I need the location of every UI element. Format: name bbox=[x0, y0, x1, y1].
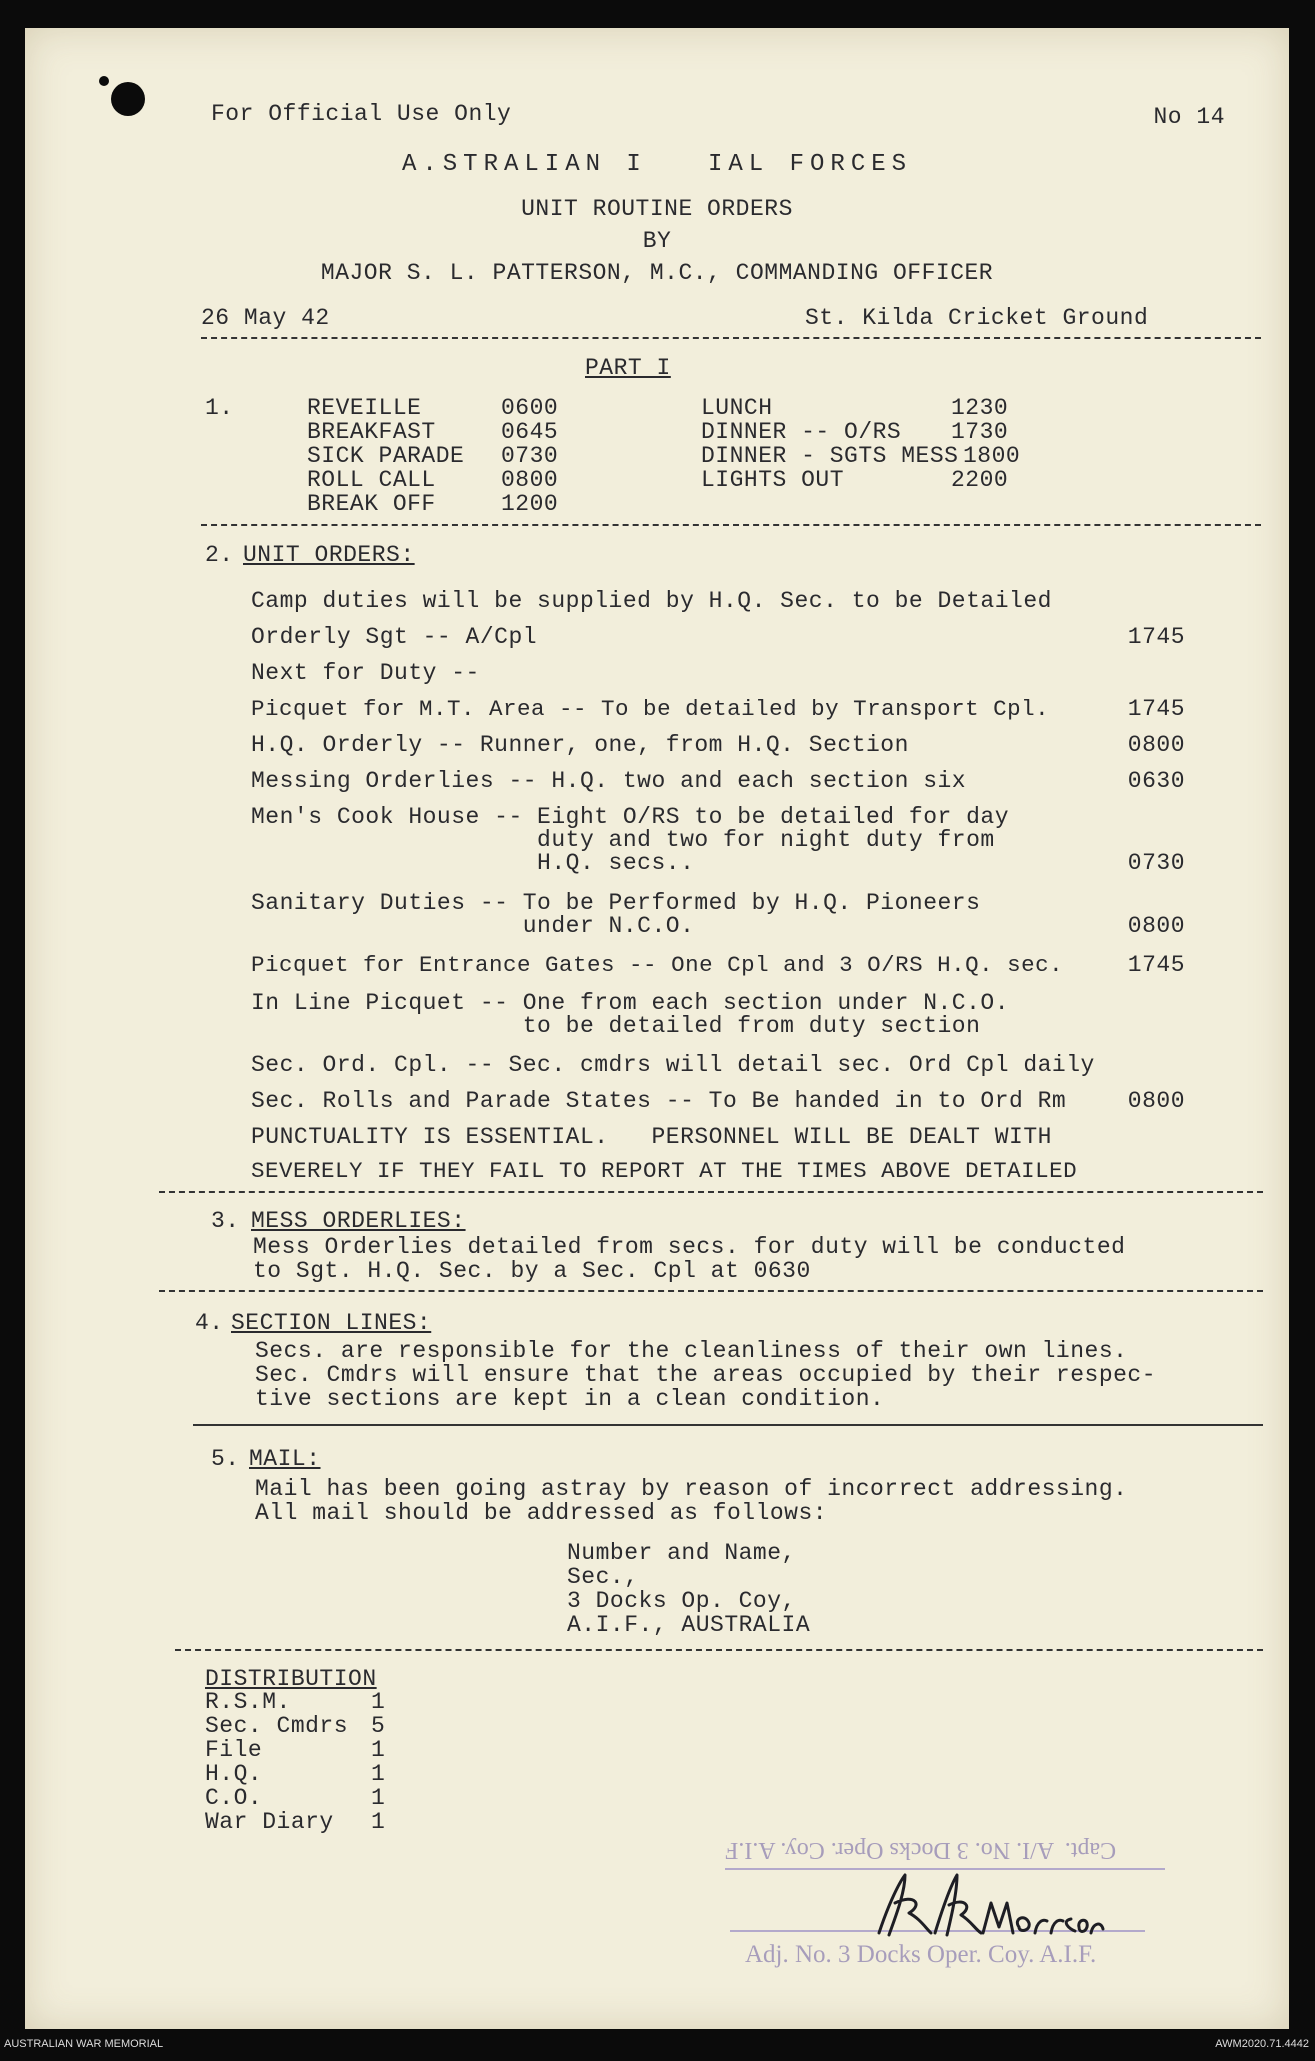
body-line: tive sections are kept in a clean condition. bbox=[255, 1386, 885, 1412]
distribution-recipient: Sec. Cmdrs bbox=[205, 1713, 349, 1739]
ink-blot bbox=[99, 76, 109, 86]
routine-label: SICK PARADE bbox=[307, 443, 465, 469]
routine-time: 1230 bbox=[951, 395, 1009, 421]
order-time: 0800 bbox=[1127, 732, 1185, 758]
order-line: In Line Picquet -- One from each section under N.C.O. bbox=[251, 990, 1010, 1016]
routine-time: 2200 bbox=[951, 467, 1009, 493]
section-number: 2. bbox=[205, 542, 234, 568]
order-line: Sec. Ord. Cpl. -- Sec. cmdrs will detail sec. Ord Cpl daily bbox=[251, 1052, 1095, 1078]
order-line: H.Q. Orderly -- Runner, one, from H.Q. Section bbox=[251, 732, 909, 758]
footer-archive-label: AUSTRALIAN WAR MEMORIAL bbox=[4, 2038, 164, 2050]
distribution-count: 1 bbox=[371, 1809, 386, 1835]
office-stamp: Adj. No. 3 Docks Oper. Coy. A.I.F. bbox=[745, 1941, 1097, 1968]
document-page bbox=[25, 28, 1289, 2029]
divider bbox=[175, 1649, 1263, 1651]
body-line: Mail has been going astray by reason of incorrect addressing. bbox=[255, 1476, 1128, 1502]
order-time: 1745 bbox=[1127, 624, 1185, 650]
routine-time: 0645 bbox=[501, 419, 559, 445]
routine-label: LUNCH bbox=[701, 395, 773, 421]
order-line: Sec. Rolls and Parade States -- To Be handed in to Ord Rm bbox=[251, 1088, 1067, 1114]
address-line: 3 Docks Op. Coy, bbox=[567, 1588, 796, 1614]
routine-label: DINNER - SGTS MESS bbox=[701, 443, 959, 469]
routine-label: BREAK OFF bbox=[307, 491, 436, 517]
address-line: Sec., bbox=[567, 1564, 639, 1590]
routine-time: 0600 bbox=[501, 395, 559, 421]
body-line: Secs. are responsible for the cleanliness of their own lines. bbox=[255, 1338, 1128, 1364]
order-date: 26 May 42 bbox=[201, 305, 330, 331]
order-location: St. Kilda Cricket Ground bbox=[805, 305, 1149, 331]
punch-hole bbox=[111, 82, 145, 116]
routine-time: 1200 bbox=[501, 491, 559, 517]
document-number: No 14 bbox=[1153, 104, 1225, 130]
order-time: 0730 bbox=[1127, 850, 1185, 876]
order-line: Sanitary Duties -- To be Performed by H.Q. Pioneers bbox=[251, 890, 981, 916]
order-line: under N.C.O. bbox=[251, 913, 695, 939]
section-number: 5. bbox=[211, 1446, 240, 1472]
order-line: Picquet for Entrance Gates -- One Cpl and 3 O/RS H.Q. sec. bbox=[251, 952, 1064, 978]
distribution-count: 1 bbox=[371, 1761, 386, 1787]
section-heading: MESS ORDERLIES: bbox=[251, 1208, 466, 1234]
order-line: Next for Duty -- bbox=[251, 660, 480, 686]
divider bbox=[201, 337, 1261, 339]
order-line: Camp duties will be supplied by H.Q. Sec. to be Detailed bbox=[251, 588, 1052, 614]
section-number: 1. bbox=[205, 395, 234, 421]
routine-time: 1800 bbox=[963, 443, 1021, 469]
distribution-recipient: File bbox=[205, 1737, 263, 1763]
order-line: Messing Orderlies -- H.Q. two and each section six bbox=[251, 768, 967, 794]
distribution-count: 1 bbox=[371, 1689, 386, 1715]
orders-title: UNIT ROUTINE ORDERS bbox=[521, 196, 793, 222]
section-heading: SECTION LINES: bbox=[231, 1310, 432, 1336]
distribution-count: 1 bbox=[371, 1737, 386, 1763]
section-heading: UNIT ORDERS: bbox=[243, 542, 415, 568]
distribution-count: 5 bbox=[371, 1713, 386, 1739]
order-time: 0800 bbox=[1127, 913, 1185, 939]
routine-time: 0800 bbox=[501, 467, 559, 493]
part-heading: PART I bbox=[585, 355, 671, 381]
order-line: PUNCTUALITY IS ESSENTIAL. PERSONNEL WILL BE DEALT WITH bbox=[251, 1124, 1052, 1150]
routine-time: 0730 bbox=[501, 443, 559, 469]
distribution-recipient: H.Q. bbox=[205, 1761, 263, 1787]
order-line: duty and two for night duty from bbox=[251, 827, 995, 853]
routine-time: 1730 bbox=[951, 419, 1009, 445]
footer-reference-id: AWM2020.71.4442 bbox=[1215, 2038, 1309, 2050]
divider bbox=[193, 1424, 1263, 1426]
address-line: A.I.F., AUSTRALIA bbox=[567, 1612, 811, 1638]
order-line: SEVERELY IF THEY FAIL TO REPORT AT THE TIMES ABOVE DETAILED bbox=[251, 1158, 1078, 1184]
divider bbox=[201, 524, 1261, 526]
routine-label: BREAKFAST bbox=[307, 419, 436, 445]
section-number: 4. bbox=[195, 1310, 224, 1336]
order-line: Picquet for M.T. Area -- To be detailed by Transport Cpl. bbox=[251, 696, 1050, 722]
section-heading: MAIL: bbox=[249, 1446, 321, 1472]
routine-label: REVEILLE bbox=[307, 395, 422, 421]
routine-label: ROLL CALL bbox=[307, 467, 436, 493]
body-line: to Sgt. H.Q. Sec. by a Sec. Cpl at 0630 bbox=[253, 1258, 811, 1284]
body-line: All mail should be addressed as follows: bbox=[255, 1500, 828, 1526]
order-line: Orderly Sgt -- A/Cpl bbox=[251, 624, 538, 650]
handwritten-signature bbox=[865, 1863, 1105, 1953]
distribution-recipient: War Diary bbox=[205, 1809, 334, 1835]
order-time: 0800 bbox=[1127, 1088, 1185, 1114]
address-line: Number and Name, bbox=[567, 1540, 796, 1566]
order-time: 1745 bbox=[1127, 952, 1185, 978]
routine-label: LIGHTS OUT bbox=[701, 467, 845, 493]
commander-line: MAJOR S. L. PATTERSON, M.C., COMMANDING OFFICER bbox=[320, 260, 994, 286]
order-time: 1745 bbox=[1127, 696, 1185, 722]
distribution-recipient: C.O. bbox=[205, 1785, 263, 1811]
routine-label: DINNER -- O/RS bbox=[701, 419, 902, 445]
distribution-count: 1 bbox=[371, 1785, 386, 1811]
office-stamp-inverted: Capt. A/I. No. 3 Docks Oper. Coy. A.I.F bbox=[725, 1837, 1117, 1863]
divider bbox=[159, 1191, 1263, 1193]
order-time: 0630 bbox=[1127, 768, 1185, 794]
body-line: Sec. Cmdrs will ensure that the areas occupied by their respec- bbox=[255, 1362, 1157, 1388]
by-line: BY bbox=[642, 228, 672, 254]
distribution-heading: DISTRIBUTION bbox=[205, 1666, 377, 1692]
distribution-recipient: R.S.M. bbox=[205, 1689, 291, 1715]
order-line: H.Q. secs.. bbox=[251, 850, 695, 876]
divider bbox=[159, 1290, 1263, 1292]
order-line: Men's Cook House -- Eight O/RS to be detailed for day bbox=[251, 804, 1010, 830]
body-line: Mess Orderlies detailed from secs. for duty will be conducted bbox=[253, 1234, 1126, 1260]
classification-text: For Official Use Only bbox=[211, 101, 512, 127]
org-title: A.STRALIAN I IAL FORCES bbox=[401, 151, 913, 178]
section-number: 3. bbox=[211, 1208, 240, 1234]
order-line: to be detailed from duty section bbox=[251, 1013, 981, 1039]
